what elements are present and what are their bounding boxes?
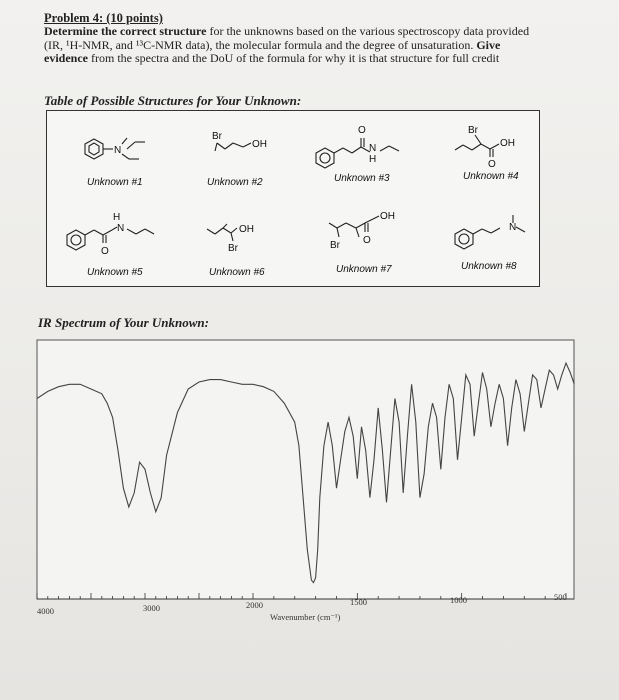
atom-br: Br xyxy=(228,243,238,254)
atom-oh: OH xyxy=(380,211,395,222)
atom-n: N xyxy=(117,223,125,234)
problem-title: Problem 4: (10 points) xyxy=(44,11,163,25)
label-unknown-2: Unknown #2 xyxy=(207,177,263,188)
label-unknown-7: Unknown #7 xyxy=(336,264,392,275)
label-unknown-6: Unknown #6 xyxy=(209,267,265,278)
instruction-text-2: from the spectra and the DoU of the formula for why it is that structure for full credit xyxy=(88,51,500,65)
atom-n: N xyxy=(369,143,377,154)
atom-n: N xyxy=(114,145,122,156)
tick-4000: 4000 xyxy=(37,606,54,616)
atom-o: O xyxy=(101,246,109,257)
atom-br: Br xyxy=(330,240,340,251)
instruction-bold-1: Determine the correct structure xyxy=(44,24,207,38)
atom-o: O xyxy=(488,159,496,170)
atom-oh: OH xyxy=(500,138,515,149)
label-unknown-5: Unknown #5 xyxy=(87,267,143,278)
tick-2000: 2000 xyxy=(246,600,263,610)
label-unknown-8: Unknown #8 xyxy=(461,261,517,272)
atom-o: O xyxy=(358,125,366,136)
ir-plot-frame xyxy=(37,340,574,599)
table-caption: Table of Possible Structures for Your Unknown: xyxy=(44,93,302,108)
atom-oh: OH xyxy=(252,139,267,150)
ir-heading: IR Spectrum of Your Unknown: xyxy=(38,315,209,330)
atom-n: N xyxy=(509,222,517,233)
atom-br: Br xyxy=(468,125,478,136)
tick-3000: 3000 xyxy=(143,603,160,613)
atom-oh: OH xyxy=(239,224,254,235)
instruction-text-1: for the unknowns based on the various spectroscopy data provided (IR, ¹H-NMR, and ¹³C-NMR data), the molecular formula and the degree of unsaturation. xyxy=(44,24,530,52)
atom-h: H xyxy=(369,154,377,165)
ir-axis-label: Wavenumber (cm⁻¹) xyxy=(270,612,341,622)
label-unknown-3: Unknown #3 xyxy=(334,173,390,184)
label-unknown-4: Unknown #4 xyxy=(463,171,519,182)
instruction-bold-2: Give evidence xyxy=(44,37,501,65)
tick-500: 500 xyxy=(554,592,567,602)
atom-o: O xyxy=(363,235,371,246)
label-unknown-1: Unknown #1 xyxy=(87,177,143,188)
atom-br: Br xyxy=(212,131,222,142)
tick-1000: 1000 xyxy=(450,595,467,605)
atom-h: H xyxy=(113,212,121,223)
tick-1500: 1500 xyxy=(350,597,367,607)
